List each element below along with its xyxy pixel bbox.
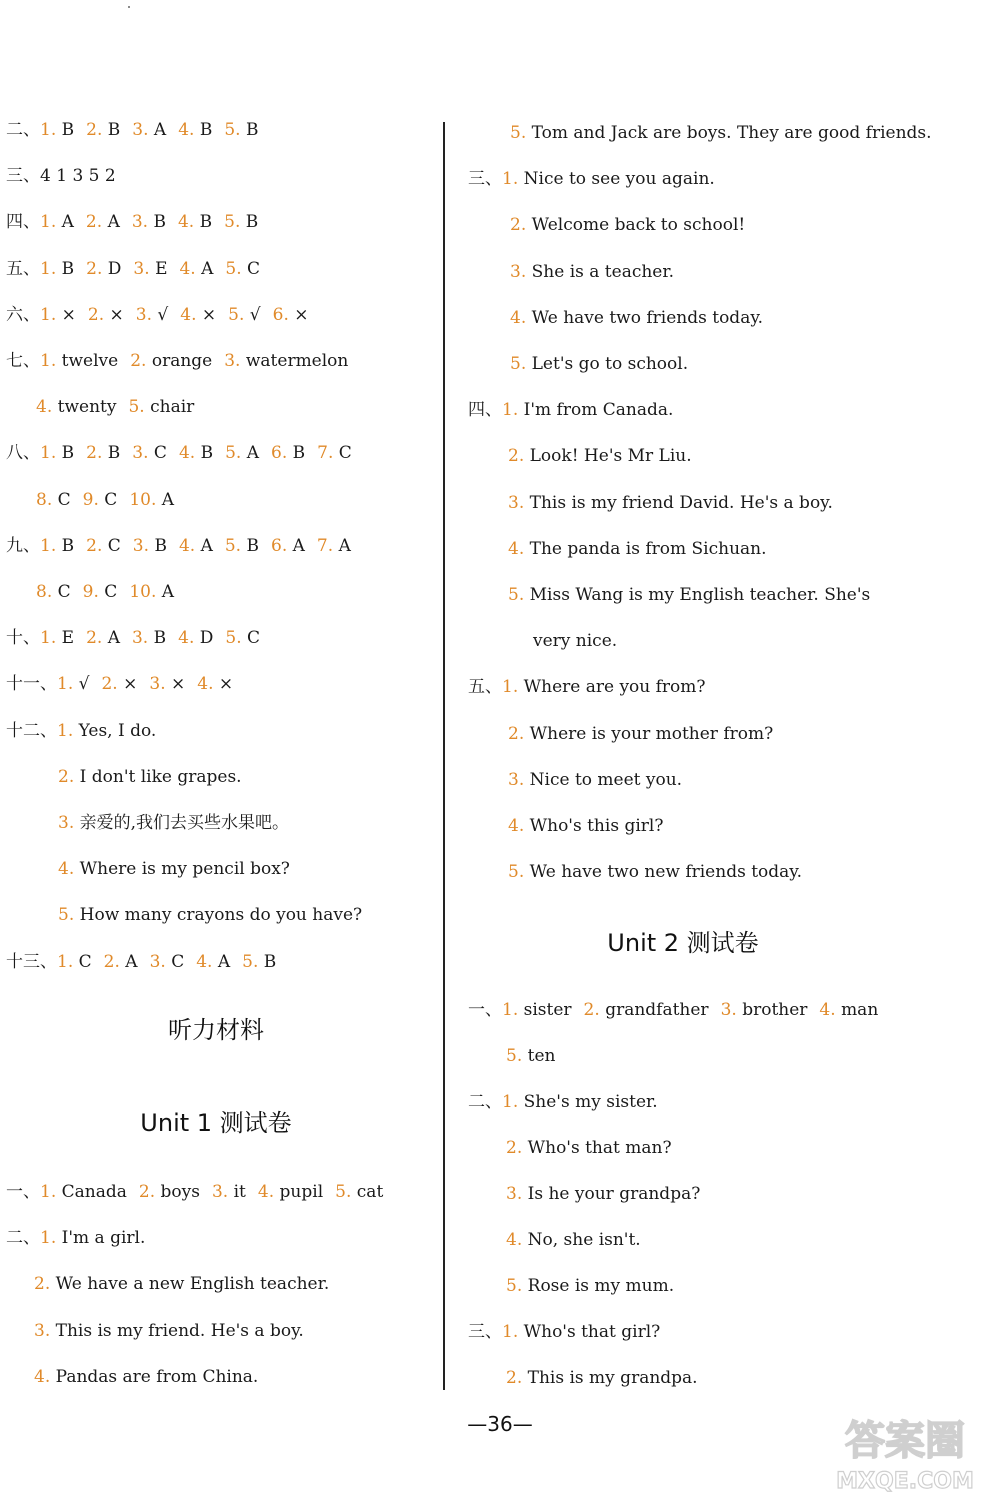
item-answer: B — [61, 535, 75, 556]
item-number: 3. — [135, 304, 153, 325]
item-number: 4. — [257, 1182, 275, 1202]
item-answer: C — [247, 258, 261, 279]
item-number: 10. — [129, 582, 157, 602]
item-number: 1. — [57, 951, 74, 972]
answer-line — [34, 1365, 258, 1389]
item-answer: A — [200, 535, 213, 556]
item-answer: boys — [160, 1182, 200, 1202]
item-answer: I don't like grapes. — [79, 766, 242, 787]
item-answer: Where is your mother from? — [529, 723, 774, 744]
answer-line — [36, 580, 174, 604]
item-answer: A — [161, 582, 175, 602]
item-answer: √ — [249, 304, 261, 325]
item-number: 5. — [506, 1276, 523, 1296]
section-marker: 八、 — [6, 443, 40, 464]
item-answer: A — [125, 951, 138, 972]
section-marker: 五、 — [6, 258, 40, 279]
item-answer: We have two friends today. — [531, 307, 764, 328]
answer-line — [34, 1319, 304, 1343]
item-answer: A — [292, 535, 305, 556]
item-answer: × — [61, 304, 76, 325]
item-number: 1. — [40, 212, 57, 233]
item-number: 5. — [510, 354, 527, 374]
watermark-text: 答案圈 — [845, 1418, 965, 1464]
item-number: 1. — [40, 535, 57, 556]
item-answer: This is my grandpa. — [527, 1368, 698, 1388]
item-number: 9. — [82, 489, 99, 510]
answer-line — [510, 121, 932, 145]
item-answer: Who's that girl? — [523, 1322, 661, 1342]
item-answer: C — [153, 443, 167, 464]
item-answer: × — [171, 674, 186, 695]
item-answer: This is my friend David. He's a boy. — [529, 492, 833, 513]
item-answer: Where are you from? — [523, 677, 706, 698]
section-marker: 一、 — [468, 1000, 502, 1020]
answer-line — [6, 1226, 145, 1250]
item-number: 4. — [510, 307, 527, 328]
item-number: 2. — [103, 951, 120, 972]
item-answer: Welcome back to school! — [531, 215, 746, 236]
item-answer: C — [171, 951, 185, 972]
item-number: 3. — [510, 261, 527, 282]
section-marker: 三、 — [468, 1322, 502, 1342]
answer-line — [508, 722, 773, 746]
item-answer: × — [109, 304, 124, 325]
item-answer: Canada — [61, 1182, 127, 1202]
item-answer: 4 1 3 5 2 — [40, 166, 116, 187]
answer-line — [508, 583, 870, 607]
item-number: 5. — [228, 304, 245, 325]
item-number: 3. — [58, 813, 75, 833]
answer-line — [58, 857, 290, 881]
item-answer: B — [199, 212, 213, 233]
item-answer: A — [107, 212, 120, 233]
item-number: 1. — [40, 304, 57, 325]
item-answer: very nice. — [533, 631, 618, 652]
item-number: 4. — [180, 304, 197, 325]
item-answer: ten — [527, 1046, 556, 1066]
item-answer: C — [338, 443, 352, 464]
item-answer: Miss Wang is my English teacher. She's — [529, 585, 871, 605]
item-number: 1. — [40, 120, 57, 140]
item-answer: × — [123, 674, 138, 695]
item-answer: B — [107, 120, 121, 140]
section-marker: 四、 — [6, 212, 40, 233]
item-answer: B — [154, 535, 167, 556]
item-number: 2. — [86, 258, 103, 279]
item-number: 1. — [40, 628, 57, 649]
answer-line — [510, 213, 745, 237]
item-answer: B — [200, 443, 214, 464]
heading-listening: 听力材料 — [168, 1016, 264, 1044]
answer-line — [34, 1272, 329, 1296]
answer-line — [468, 398, 673, 422]
item-number: 3. — [34, 1320, 51, 1341]
item-number: 5. — [508, 585, 525, 605]
answer-line — [533, 629, 617, 653]
item-answer: B — [292, 443, 306, 464]
item-answer: Who's that man? — [527, 1138, 672, 1158]
item-answer: C — [78, 951, 92, 972]
item-number: 1. — [57, 720, 74, 741]
column-divider — [443, 122, 445, 1390]
item-number: 1. — [502, 1000, 519, 1020]
item-number: 4. — [508, 538, 525, 559]
item-number: 3. — [224, 351, 241, 371]
item-answer: grandfather — [605, 1000, 709, 1020]
item-number: 5. — [58, 905, 75, 926]
answer-line — [36, 395, 194, 419]
item-number: 2. — [508, 723, 525, 744]
item-number: 1. — [57, 674, 74, 695]
item-number: 5. — [508, 862, 525, 883]
item-number: 4. — [197, 674, 214, 695]
item-answer: Nice to meet you. — [529, 769, 683, 790]
item-answer: D — [107, 258, 122, 279]
item-number: 7. — [317, 443, 334, 464]
item-answer: No, she isn't. — [527, 1230, 641, 1250]
answer-line — [6, 719, 156, 743]
answer-line — [36, 488, 174, 512]
answer-line — [508, 768, 682, 792]
answer-line — [508, 537, 767, 561]
item-answer: Rose is my mum. — [527, 1276, 675, 1296]
item-answer: Tom and Jack are boys. They are good friends. — [531, 123, 932, 143]
section-marker: 十三、 — [6, 951, 57, 972]
item-answer: B — [263, 951, 277, 972]
section-marker: 二、 — [6, 1228, 40, 1249]
item-number: 3. — [720, 1000, 737, 1020]
item-number: 1. — [502, 677, 519, 698]
item-number: 4. — [196, 951, 213, 972]
item-answer: chair — [150, 397, 195, 418]
item-number: 5. — [242, 951, 259, 972]
item-answer: B — [61, 120, 75, 140]
item-answer: We have a new English teacher. — [55, 1274, 330, 1295]
item-number: 2. — [86, 628, 103, 649]
item-number: 2. — [34, 1274, 51, 1295]
item-number: 4. — [178, 443, 196, 464]
item-number: 3. — [149, 674, 166, 695]
item-number: 3. — [149, 951, 166, 972]
answer-line — [6, 349, 348, 373]
item-number: 1. — [502, 400, 519, 421]
item-number: 4. — [178, 120, 195, 140]
item-answer: √ — [78, 674, 90, 695]
item-answer: We have two new friends today. — [529, 862, 803, 883]
answer-line — [510, 352, 688, 376]
item-answer: C — [104, 489, 118, 510]
item-number: 2. — [101, 674, 118, 695]
item-answer: Look! He's Mr Liu. — [529, 446, 692, 467]
item-answer: C — [107, 535, 121, 556]
answer-line — [468, 998, 878, 1022]
item-answer: brother — [742, 1000, 808, 1020]
item-answer: pupil — [279, 1182, 324, 1202]
item-number: 3. — [131, 212, 149, 233]
item-number: 4. — [179, 258, 196, 279]
item-answer: B — [61, 443, 75, 464]
answer-line — [6, 164, 116, 188]
item-answer: it — [233, 1182, 246, 1202]
item-answer: × — [294, 304, 309, 325]
item-number: 8. — [36, 489, 53, 510]
section-marker: 三、 — [6, 166, 40, 187]
section-marker: 六、 — [6, 304, 40, 325]
item-answer: A — [217, 951, 231, 972]
answer-line — [506, 1044, 555, 1068]
answer-line — [468, 1320, 660, 1344]
item-number: 3. — [132, 535, 150, 556]
answer-line — [506, 1228, 641, 1252]
item-number: 6. — [272, 304, 289, 325]
item-number: 2. — [86, 120, 103, 140]
item-number: 5. — [335, 1182, 352, 1202]
item-answer: B — [245, 120, 259, 140]
item-number: 2. — [583, 1000, 600, 1020]
item-number: 1. — [40, 258, 57, 279]
answer-line — [510, 260, 674, 284]
item-number: 2. — [86, 535, 103, 556]
item-number: 2. — [85, 212, 103, 233]
item-answer: E — [61, 628, 75, 649]
item-number: 1. — [40, 1228, 57, 1249]
item-answer: Nice to see you again. — [523, 169, 715, 190]
item-answer: Let's go to school. — [531, 354, 689, 374]
item-number: 8. — [36, 582, 53, 602]
item-number: 3. — [508, 492, 525, 513]
answer-line — [508, 814, 663, 838]
item-number: 4. — [34, 1366, 51, 1387]
item-answer: I'm from Canada. — [523, 400, 674, 421]
item-number: 1. — [40, 1182, 57, 1202]
section-marker: 一、 — [6, 1182, 40, 1202]
item-number: 2. — [130, 351, 147, 371]
answer-line — [58, 903, 362, 927]
answer-line — [508, 444, 692, 468]
item-number: 4. — [36, 397, 53, 418]
answer-line — [6, 1180, 383, 1204]
answer-line — [58, 765, 242, 789]
item-number: 2. — [87, 304, 105, 325]
section-marker: 四、 — [468, 400, 502, 421]
item-answer: She is a teacher. — [531, 261, 675, 282]
item-number: 5. — [224, 212, 241, 233]
item-number: 5. — [128, 397, 145, 418]
item-number: 1. — [40, 443, 57, 464]
section-marker: 二、 — [468, 1092, 502, 1112]
item-number: 5. — [224, 535, 242, 556]
item-number: 5. — [225, 443, 242, 464]
item-number: 4. — [819, 1000, 836, 1020]
item-answer: B — [61, 258, 75, 279]
item-number: 1. — [502, 1322, 519, 1342]
item-answer: × — [218, 674, 234, 695]
item-number: 1. — [40, 351, 57, 371]
item-number: 4. — [506, 1230, 523, 1250]
item-number: 10. — [129, 489, 157, 510]
item-number: 4. — [178, 628, 195, 649]
item-number: 3. — [132, 443, 149, 464]
item-number: 6. — [271, 443, 288, 464]
item-number: 3. — [211, 1182, 229, 1202]
watermark-url: MXQE.COM — [836, 1469, 974, 1494]
item-number: 4. — [508, 816, 525, 836]
item-answer: Is he your grandpa? — [527, 1184, 701, 1204]
item-answer: Who's this girl? — [529, 816, 664, 836]
item-answer: twenty — [57, 397, 117, 418]
answer-line — [6, 672, 233, 696]
page-number: —36— — [467, 1412, 533, 1436]
item-number: 5. — [225, 258, 242, 279]
section-marker: 七、 — [6, 351, 40, 371]
section-marker: 十、 — [6, 628, 40, 649]
item-number: 2. — [506, 1138, 523, 1158]
item-answer: C — [57, 489, 71, 510]
answer-line — [506, 1136, 672, 1160]
item-number: 6. — [271, 535, 288, 556]
heading-unit1: Unit 1 测试卷 — [140, 1109, 292, 1137]
item-number: 1. — [502, 169, 519, 190]
item-answer: B — [199, 120, 213, 140]
item-number: 4. — [178, 535, 196, 556]
answer-line — [6, 950, 276, 974]
item-number: 3. — [133, 258, 150, 279]
item-answer: C — [57, 582, 71, 602]
item-answer: sister — [523, 1000, 572, 1020]
answer-line — [6, 626, 260, 650]
item-number: 3. — [508, 769, 525, 790]
answer-line — [6, 210, 258, 234]
item-number: 9. — [82, 582, 99, 602]
item-answer: I'm a girl. — [61, 1228, 146, 1249]
item-number: 3. — [132, 120, 149, 140]
item-number: 4. — [58, 859, 75, 880]
item-number: 4. — [177, 212, 195, 233]
item-answer: B — [245, 212, 259, 233]
item-answer: twelve — [61, 351, 119, 371]
scan-speck — [128, 6, 130, 8]
item-number: 5. — [224, 120, 241, 140]
section-marker: 九、 — [6, 535, 40, 556]
answer-line — [508, 860, 802, 884]
item-answer: B — [246, 535, 259, 556]
item-number: 5. — [506, 1046, 523, 1066]
answer-line — [6, 257, 260, 281]
answer-line — [468, 1090, 658, 1114]
item-number: 2. — [86, 443, 103, 464]
answer-line — [506, 1182, 700, 1206]
item-number: 2. — [138, 1182, 156, 1202]
answer-line — [506, 1366, 698, 1390]
item-answer: × — [201, 304, 217, 325]
item-answer: man — [841, 1000, 879, 1020]
item-answer: A — [107, 628, 120, 649]
item-answer: B — [153, 212, 166, 233]
section-marker: 二、 — [6, 120, 40, 140]
item-answer: The panda is from Sichuan. — [529, 538, 767, 559]
item-answer: B — [153, 628, 167, 649]
item-answer: A — [338, 535, 351, 556]
item-answer: Yes, I do. — [78, 720, 157, 741]
answer-line — [6, 118, 258, 142]
item-number: 7. — [316, 535, 334, 556]
heading-unit2: Unit 2 测试卷 — [607, 929, 759, 957]
answer-line — [6, 534, 351, 558]
item-answer: orange — [151, 351, 213, 371]
item-number: 2. — [508, 446, 525, 467]
answer-line — [58, 811, 289, 835]
item-answer: √ — [157, 304, 169, 325]
item-number: 3. — [506, 1184, 523, 1204]
item-answer: D — [199, 628, 214, 649]
item-answer: cat — [356, 1182, 384, 1202]
answer-line — [6, 303, 309, 327]
item-number: 2. — [58, 766, 75, 787]
item-number: 1. — [502, 1092, 519, 1112]
item-number: 2. — [510, 215, 527, 236]
item-answer: Where is my pencil box? — [79, 859, 290, 880]
item-answer: B — [107, 443, 121, 464]
answer-line — [508, 491, 833, 515]
item-answer: A — [61, 212, 74, 233]
item-answer: This is my friend. He's a boy. — [55, 1320, 304, 1341]
item-answer: E — [155, 258, 168, 279]
item-number: 5. — [510, 123, 527, 143]
item-answer: C — [104, 582, 118, 602]
item-answer: A — [153, 120, 167, 140]
item-answer: Pandas are from China. — [55, 1366, 259, 1387]
section-marker: 五、 — [468, 677, 502, 698]
section-marker: 十二、 — [6, 720, 57, 741]
watermark-logo — [820, 1408, 990, 1494]
section-marker: 三、 — [468, 169, 502, 190]
item-number: 5. — [225, 628, 242, 649]
item-answer: watermelon — [245, 351, 349, 371]
answer-line — [468, 675, 706, 699]
answer-line — [468, 167, 715, 191]
item-answer: She's my sister. — [523, 1092, 658, 1112]
item-answer: C — [247, 628, 261, 649]
answer-line — [6, 441, 352, 465]
item-answer: A — [246, 443, 259, 464]
item-number: 3. — [131, 628, 149, 649]
item-answer: How many crayons do you have? — [79, 905, 363, 926]
item-answer: 亲爱的,我们去买些水果吧。 — [79, 813, 290, 833]
item-answer: A — [201, 258, 214, 279]
item-number: 2. — [506, 1368, 523, 1388]
item-answer: A — [161, 489, 175, 510]
section-marker: 十一、 — [6, 674, 57, 695]
answer-line — [506, 1274, 674, 1298]
answer-line — [510, 306, 763, 330]
